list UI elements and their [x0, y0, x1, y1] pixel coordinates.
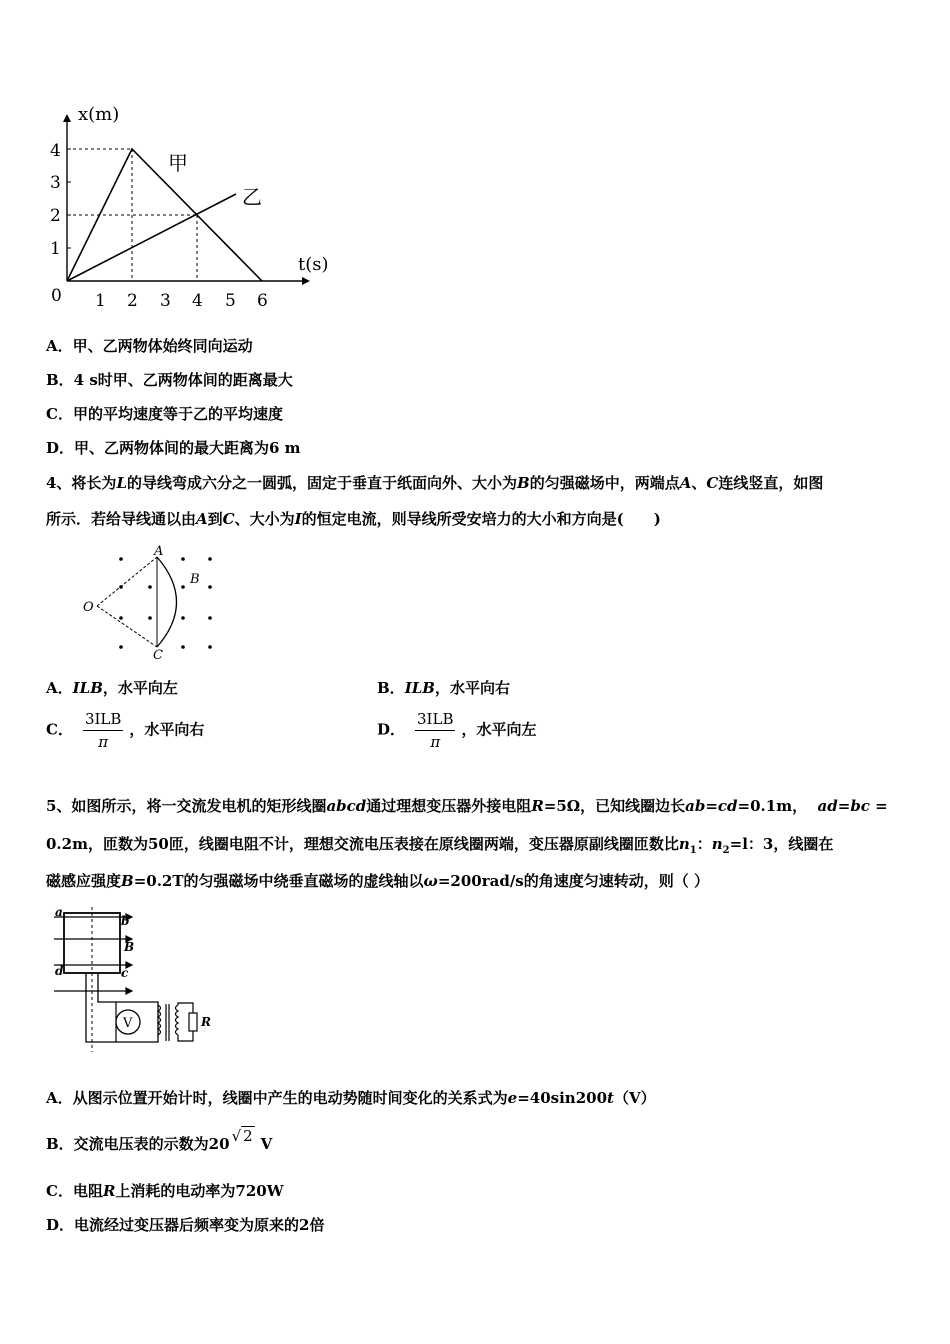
- q5-stem-line2: 0.2m，匝数为50匝，线圈电阻不计，理想交流电压表接在原线圈两端，变压器原副线圈匝数比$n_1$：$n_2=l$：3，线圈在: [46, 835, 834, 856]
- y-tick-label: 1: [50, 239, 61, 259]
- xt-graph: [40, 98, 340, 313]
- q4-diagram: [78, 543, 228, 661]
- label-d: d: [55, 964, 64, 978]
- label-a: a: [55, 907, 63, 919]
- curve-yi: [67, 194, 236, 281]
- sqrt: √ 2: [231, 1127, 253, 1145]
- q5-option-d: D．电流经过变压器后频率变为原来的2倍: [46, 1216, 325, 1234]
- label-r: R: [201, 1015, 211, 1029]
- label-c: C: [153, 648, 163, 661]
- label-a: A: [154, 544, 164, 559]
- curve-jia-label: 甲: [168, 151, 188, 175]
- q4-stem-line1: 4、将长为L的导线弯成六分之一圆弧，固定于垂直于纸面向外、大小为B的匀强磁场中，两端点A、C连线竖直，如图: [46, 474, 824, 492]
- secondary-wire: [178, 1031, 193, 1041]
- origin-label: 0: [51, 286, 62, 306]
- x-axis-arrow: [302, 277, 310, 285]
- q3-option-c: C．甲的平均速度等于乙的平均速度: [46, 405, 283, 423]
- fraction: $\frac{\text{3ILB}}{\pi}$: [417, 710, 454, 751]
- x-tick-label: 5: [225, 291, 236, 311]
- secondary-coil: [176, 1005, 179, 1035]
- q4-stem-line2: 所示．若给导线通以由A到C、大小为I的恒定电流，则导线所受安培力的大小和方向是( ): [46, 510, 661, 528]
- q5-stem-line1: 5、如图所示，将一交流发电机的矩形线圈abcd通过理想变压器外接电阻R=5Ω，已知线圈边长ab=cd=0.1m， ad=bc =: [46, 797, 888, 815]
- q3-option-a: A．甲、乙两物体始终同向运动: [46, 337, 253, 355]
- q4-option-b: B．ILB，水平向右: [377, 679, 510, 697]
- x-axis-label: t(s): [298, 254, 329, 275]
- dashed-oc: [97, 606, 157, 647]
- x-tick-label: 3: [160, 291, 171, 311]
- x-tick-label: 4: [192, 291, 203, 311]
- curve-yi-label: 乙: [242, 185, 262, 209]
- q3-option-d: D．甲、乙两物体间的最大距离为6 m: [46, 439, 301, 457]
- q4-option-a: A．ILB，水平向左: [46, 679, 178, 697]
- q5-option-b: B．交流电压表的示数为20 √ 2 V: [46, 1127, 273, 1153]
- label-c: c: [121, 966, 129, 980]
- q5-stem-line3: 磁感应强度B=0.2T的匀强磁场中绕垂直磁场的虚线轴以ω=200rad/s的角速度匀速转动，则（ ）: [46, 872, 709, 890]
- label-b: B: [190, 572, 200, 587]
- label-o: O: [83, 600, 94, 615]
- fraction: $\frac{\text{3ILB}}{\pi}$: [84, 710, 122, 751]
- label-field-b: B: [124, 940, 135, 954]
- secondary-wire: [178, 1003, 193, 1013]
- y-tick-label: 2: [50, 206, 61, 226]
- dashed-oa: [97, 557, 157, 606]
- y-tick-label: 3: [50, 173, 61, 193]
- y-axis-label: x(m): [78, 104, 120, 125]
- x-tick-label: 1: [95, 291, 106, 311]
- arc-wire: [157, 557, 177, 647]
- x-tick-label: 2: [127, 291, 138, 311]
- y-axis-arrow: [63, 114, 71, 122]
- x-tick-label: 6: [257, 291, 268, 311]
- q5-diagram: [48, 907, 223, 1055]
- resistor: [189, 1013, 197, 1031]
- q5-option-c: C．电阻R上消耗的电动率为720W: [46, 1182, 284, 1200]
- q4-option-d: D． $\frac{\text{3ILB}}{\pi}$ ，水平向左: [377, 710, 537, 751]
- voltmeter-label: V: [123, 1016, 133, 1031]
- label-b: b: [121, 914, 130, 928]
- q3-option-b: B．4 s时甲、乙两物体间的距离最大: [46, 371, 293, 389]
- q5-option-a: A．从图示位置开始计时，线圈中产生的电动势随时间变化的关系式为e=40sin200t（V）: [46, 1089, 656, 1107]
- q4-option-c: C． $\frac{\text{3ILB}}{\pi}$ ，水平向右: [46, 710, 205, 751]
- y-tick-label: 4: [50, 141, 61, 161]
